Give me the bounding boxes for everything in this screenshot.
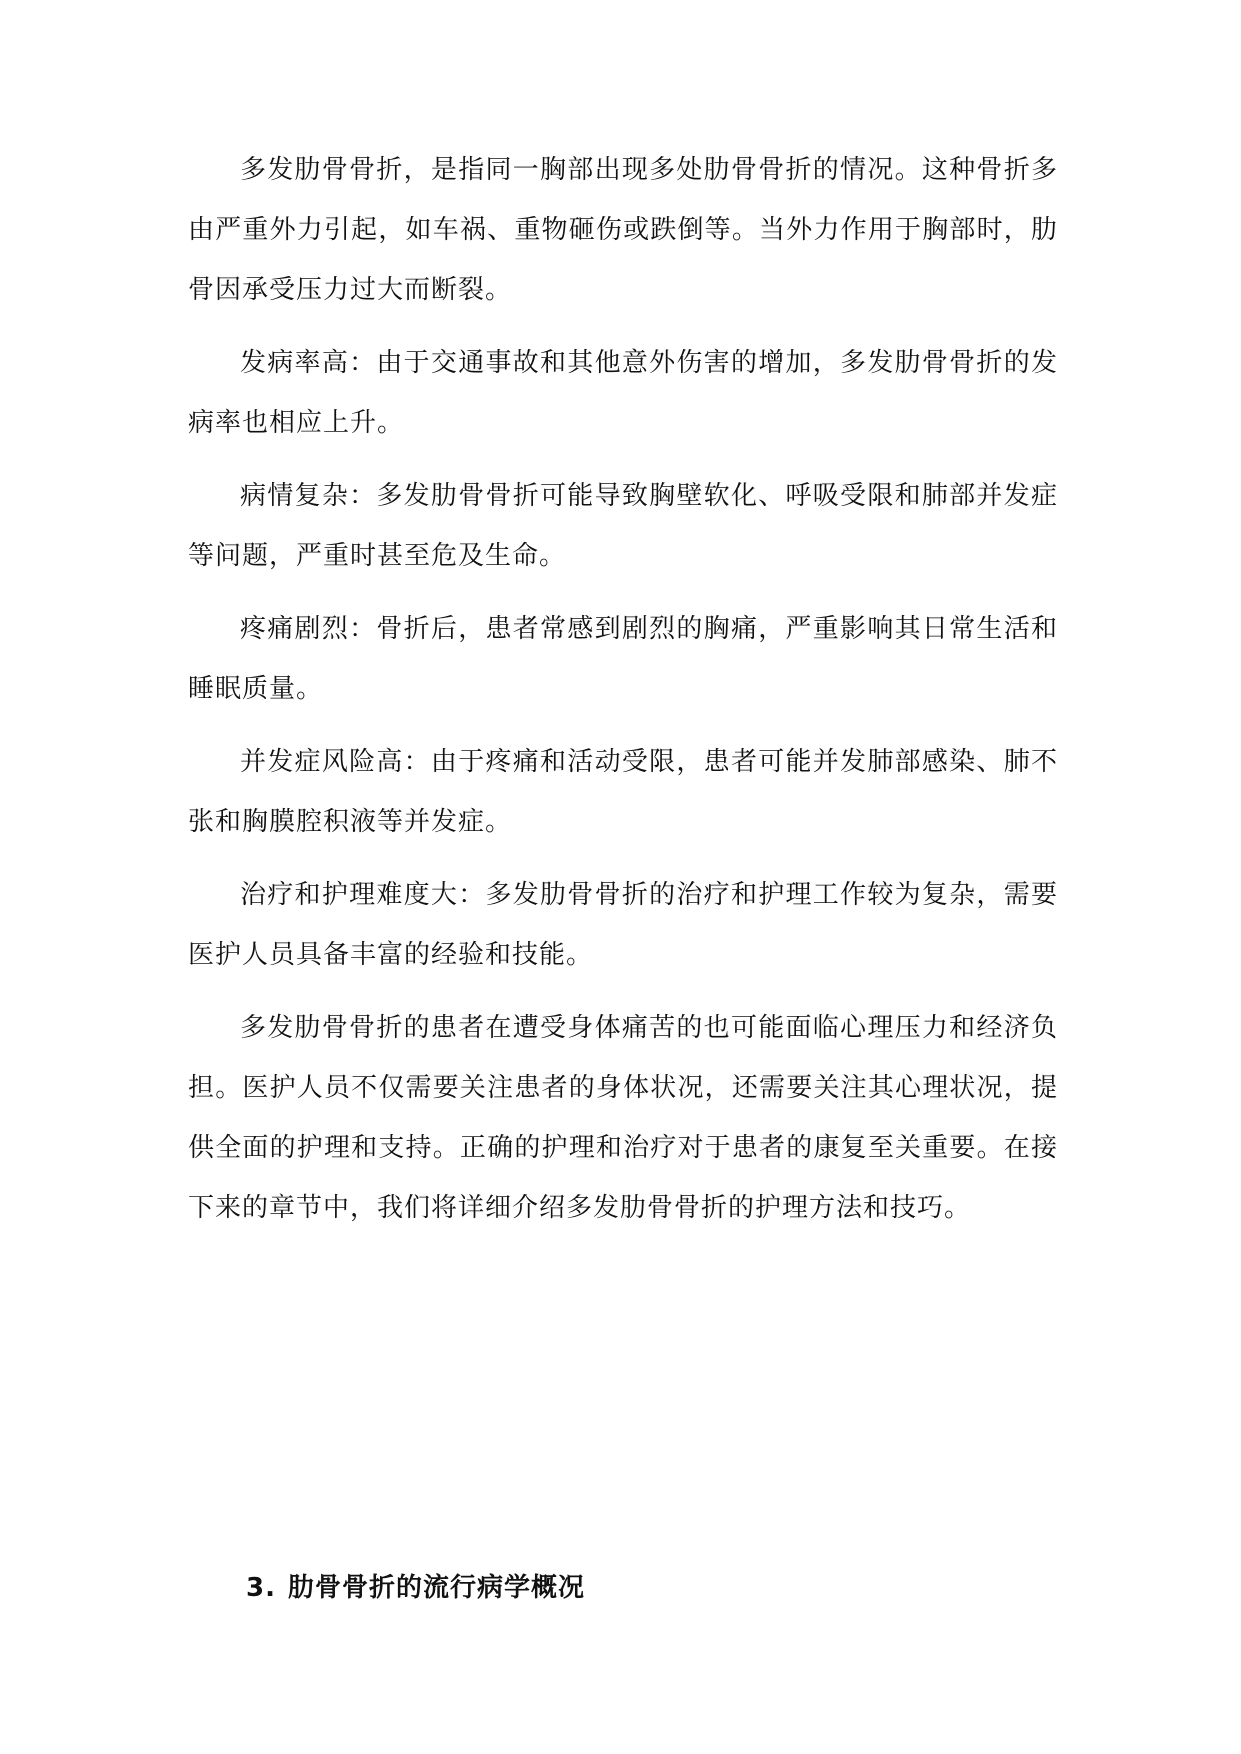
section-title: 肋骨骨折的流行病学概况 — [287, 1573, 585, 1603]
paragraph-complexity: 病情复杂：多发肋骨骨折可能导致胸壁软化、呼吸受限和肺部并发症等问题，严重时甚至危及生命。 — [188, 481, 1058, 571]
paragraph-pain: 疼痛剧烈：骨折后，患者常感到剧烈的胸痛，严重影响其日常生活和睡眠质量。 — [188, 614, 1058, 704]
section-heading — [246, 1568, 585, 1608]
paragraph-psychology: 多发肋骨骨折的患者在遭受身体痛苦的也可能面临心理压力和经济负担。医护人员不仅需要关注患者的身体状况，还需要关注其心理状况，提供全面的护理和支持。正确的护理和治疗对于患者的康复至关重要。在接下来的章节中，我们将详细介绍多发肋骨骨折的护理方法和技巧。 — [188, 1013, 1058, 1223]
paragraph-incidence: 发病率高：由于交通事故和其他意外伤害的增加，多发肋骨骨折的发病率也相应上升。 — [188, 348, 1058, 438]
body-text — [188, 140, 1058, 1238]
paragraph-treatment: 治疗和护理难度大：多发肋骨骨折的治疗和护理工作较为复杂，需要医护人员具备丰富的经验和技能。 — [188, 880, 1058, 970]
section-number: 3. — [246, 1573, 276, 1603]
paragraph-complications: 并发症风险高：由于疼痛和活动受限，患者可能并发肺部感染、肺不张和胸膜腔积液等并发症。 — [188, 747, 1058, 837]
paragraph-definition: 多发肋骨骨折，是指同一胸部出现多处肋骨骨折的情况。这种骨折多由严重外力引起，如车祸、重物砸伤或跌倒等。当外力作用于胸部时，肋骨因承受压力过大而断裂。 — [188, 155, 1058, 305]
